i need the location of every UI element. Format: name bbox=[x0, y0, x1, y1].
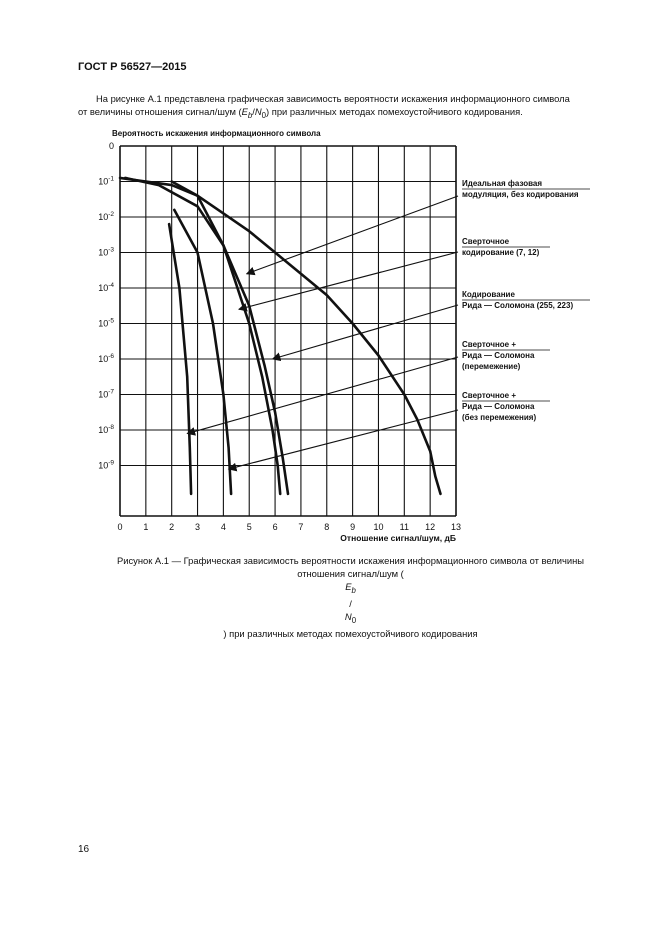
x-tick-label: 10 bbox=[373, 522, 384, 532]
caption-formula-slash: / bbox=[349, 597, 352, 609]
caption-line-1: Рисунок А.1 — Графическая зависимость вероятности искажения информационного символа от величины bbox=[116, 555, 585, 566]
callout-arrow bbox=[229, 410, 458, 469]
x-tick-label: 5 bbox=[246, 522, 252, 532]
annotation-text: Сверточное bbox=[462, 237, 510, 246]
y-tick-label: $10^{-5}$ bbox=[98, 317, 114, 329]
annotation-text: Сверточное + bbox=[462, 391, 517, 400]
x-tick-label: 7 bbox=[298, 522, 304, 532]
x-axis-label: Отношение сигнал/шум, дБ bbox=[340, 533, 456, 543]
annotation-text: Кодирование bbox=[462, 290, 515, 299]
caption-formula-e: E bbox=[345, 581, 352, 592]
chart-curves bbox=[120, 178, 441, 494]
intro-line-1: На рисунке А.1 представлена графическая зависимость вероятности искажения информационного символа bbox=[96, 93, 570, 104]
x-tick-label: 1 bbox=[143, 522, 149, 532]
y-tick-label: $10^{-1}$ bbox=[98, 175, 114, 187]
y-tick-label: 0 bbox=[108, 141, 114, 151]
caption-line-2-prefix: отношения сигнал/шум ( bbox=[297, 568, 404, 579]
annotation-text: модуляция, без кодирования bbox=[462, 190, 579, 199]
callout-arrow bbox=[239, 252, 458, 309]
x-tick-label: 2 bbox=[169, 522, 175, 532]
x-tick-label: 8 bbox=[324, 522, 330, 532]
x-tick-label: 6 bbox=[272, 522, 278, 532]
annotation-text: Рида — Соломона (255, 223) bbox=[462, 301, 574, 310]
chart-annotations bbox=[462, 179, 590, 422]
x-tick-label: 12 bbox=[425, 522, 436, 532]
formula-b: b bbox=[247, 110, 253, 120]
annotation-text: кодирование (7, 12) bbox=[462, 248, 540, 257]
y-tick-label: $10^{-3}$ bbox=[98, 246, 114, 258]
chart-grid bbox=[120, 146, 456, 516]
page-number: 16 bbox=[78, 844, 90, 855]
caption-formula-zero: 0 bbox=[351, 615, 357, 625]
caption-line-2 bbox=[78, 567, 623, 640]
annotation-text: Рида — Соломона bbox=[462, 402, 535, 411]
x-tick-label: 13 bbox=[450, 522, 462, 532]
caption-formula-n: N bbox=[344, 610, 352, 622]
annotation-text: Рида — Соломона bbox=[462, 351, 535, 360]
x-tick-label: 4 bbox=[220, 522, 226, 532]
annotation-text: Идеальная фазовая bbox=[462, 179, 543, 188]
y-tick-label: $10^{-9}$ bbox=[98, 459, 114, 471]
formula-n: N bbox=[254, 106, 262, 117]
annotation-text: Сверточное + bbox=[462, 340, 517, 349]
y-tick-label: $10^{-7}$ bbox=[98, 388, 114, 400]
document-header: ГОСТ Р 56527—2015 bbox=[78, 61, 187, 73]
x-tick-label: 9 bbox=[350, 522, 356, 532]
y-axis-label: Вероятность искажения информационного символа bbox=[112, 129, 321, 138]
intro-line-2-prefix: от величины отношения сигнал/шум ( bbox=[78, 106, 242, 117]
annotation-text: (без перемежения) bbox=[462, 413, 537, 422]
caption-line-2-suffix: ) при различных методах помехоустойчивого кодирования bbox=[223, 627, 478, 639]
y-tick-label: $10^{-6}$ bbox=[98, 353, 114, 364]
formula-zero: 0 bbox=[261, 110, 267, 120]
caption-formula-b: b bbox=[351, 585, 356, 595]
series-line bbox=[172, 182, 281, 494]
y-tick-label: $10^{-8}$ bbox=[98, 424, 114, 435]
figure-caption bbox=[78, 554, 623, 640]
formula-slash: / bbox=[252, 106, 255, 117]
series-line bbox=[125, 178, 288, 494]
y-tick-label: $10^{-2}$ bbox=[98, 211, 114, 222]
intro-line-2-suffix: ) при различных методах помехоустойчивого кодирования. bbox=[266, 106, 523, 117]
x-tick-label: 3 bbox=[195, 522, 201, 532]
x-tick-label: 0 bbox=[117, 522, 123, 532]
annotation-text: (перемежение) bbox=[462, 362, 521, 371]
y-tick-label: $10^{-4}$ bbox=[98, 282, 114, 293]
formula-e: E bbox=[241, 106, 248, 117]
x-tick-label: 11 bbox=[399, 522, 409, 532]
